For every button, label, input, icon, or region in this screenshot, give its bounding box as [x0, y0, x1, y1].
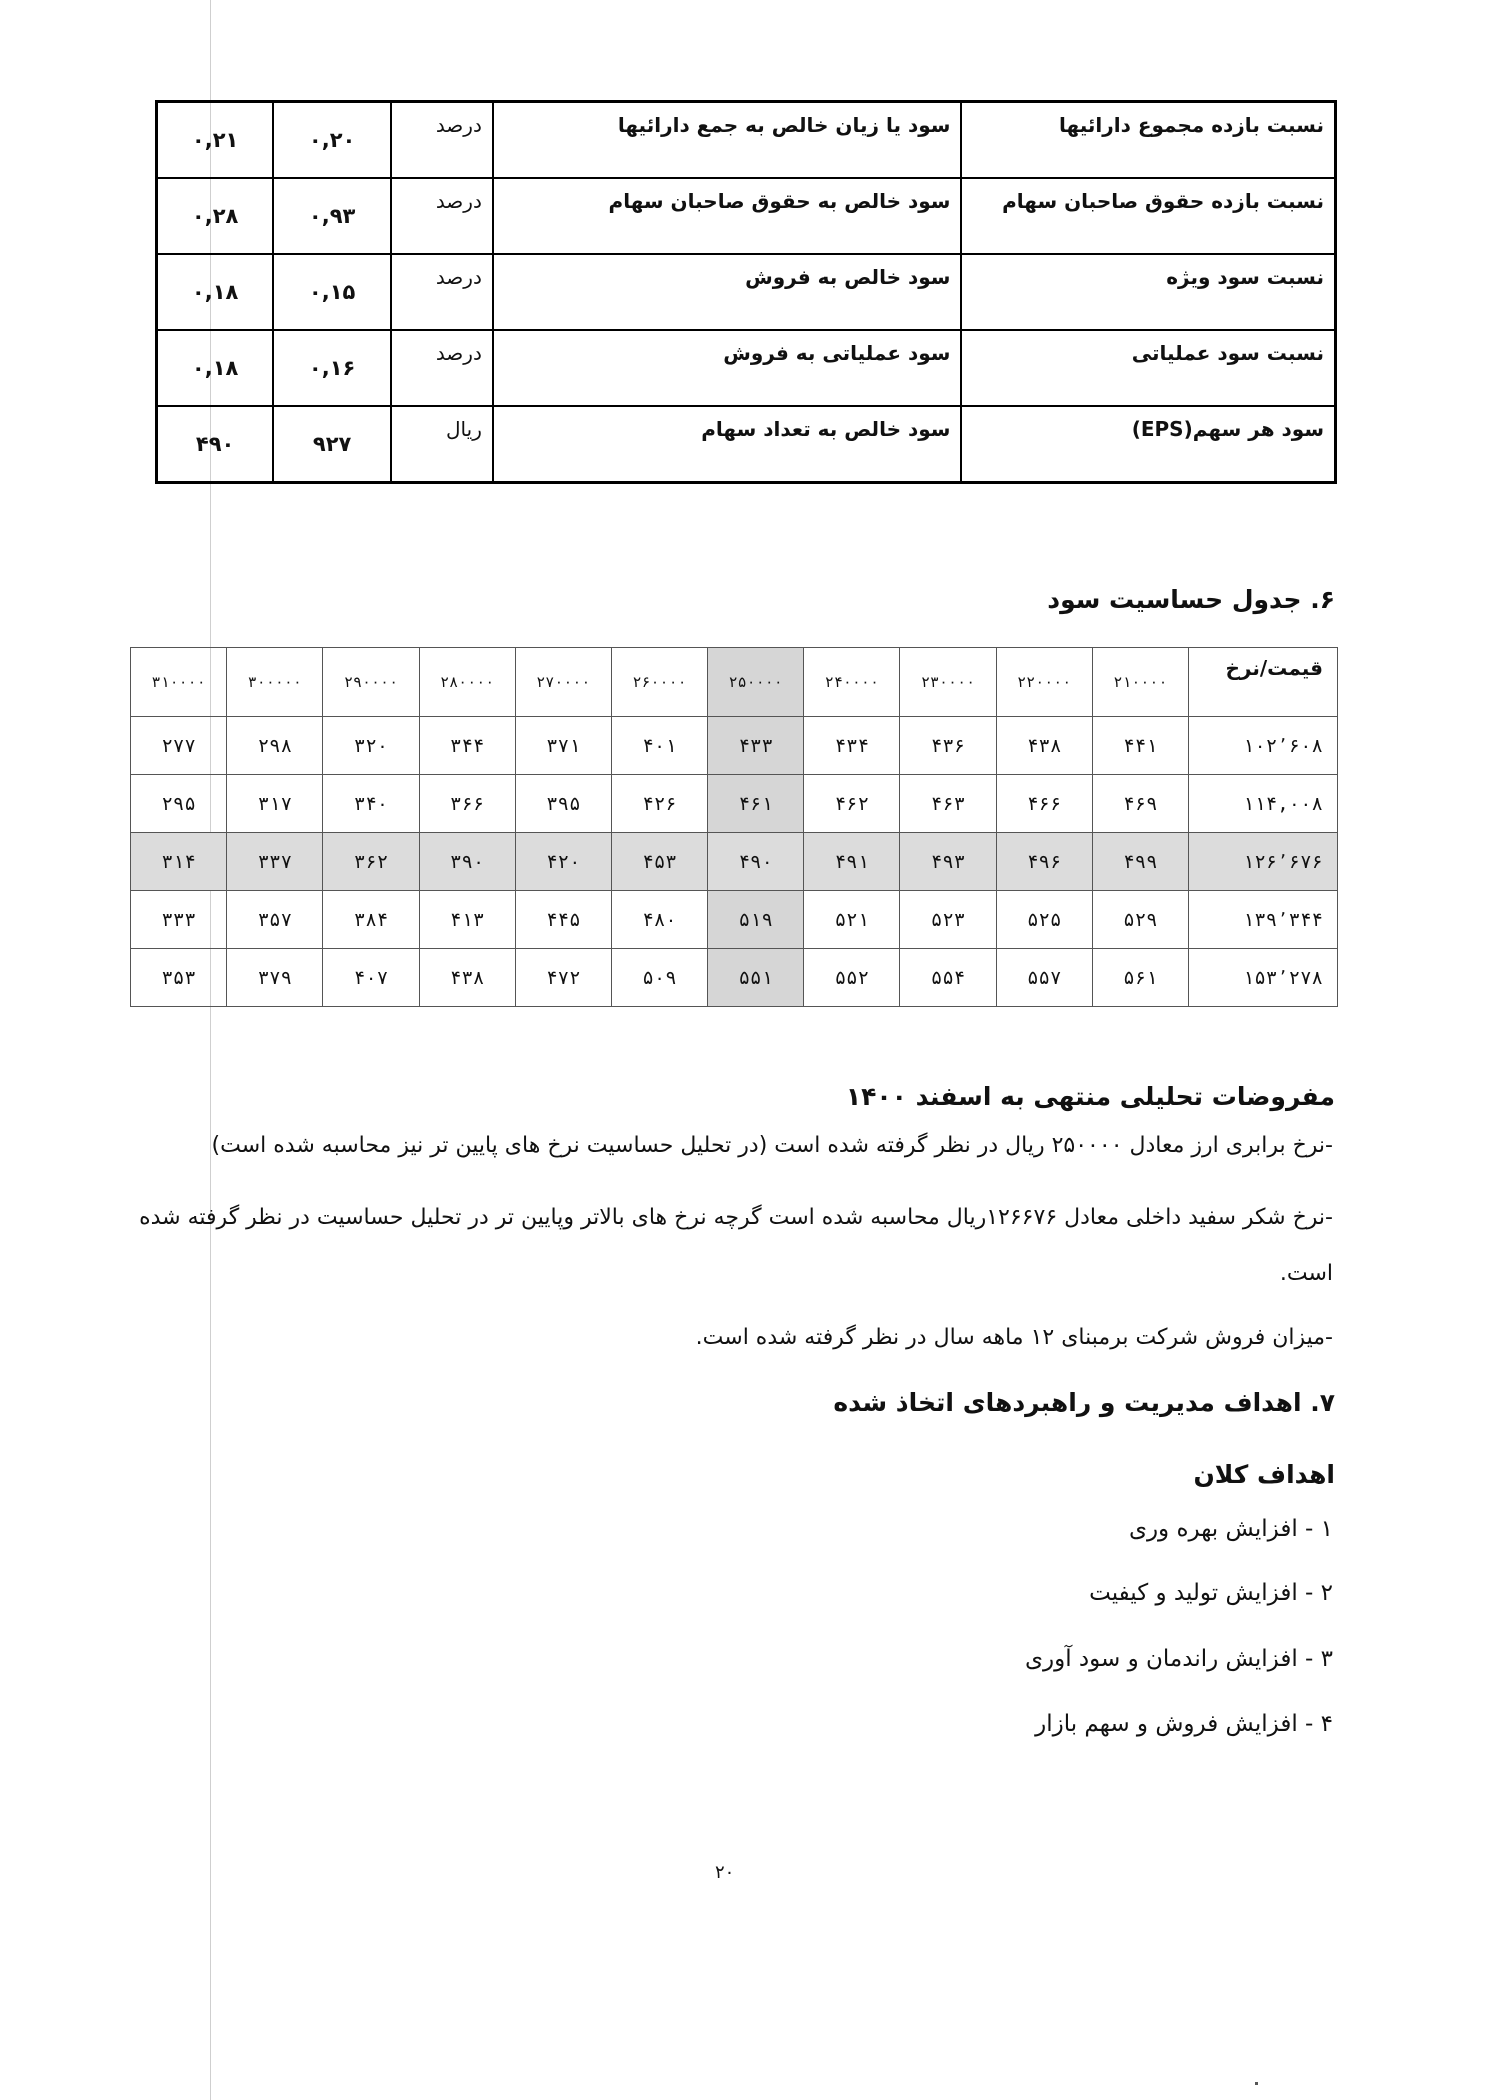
ratio-value: ۰,۲۰: [273, 102, 391, 179]
ratio-unit: درصد: [391, 254, 493, 330]
table-cell: ۴۰۷: [323, 949, 419, 1007]
row-header: ۱۵۳٬۲۷۸: [1189, 949, 1338, 1007]
table-cell: ۴۶۶: [996, 775, 1092, 833]
corner-header: قیمت/نرخ: [1189, 648, 1338, 717]
table-cell: ۴۹۹: [1092, 833, 1188, 891]
table-cell: ۴۹۶: [996, 833, 1092, 891]
table-cell: ۵۶۱: [1092, 949, 1188, 1007]
table-row: [157, 178, 1336, 254]
ratio-formula: سود خالص به تعداد سهام: [493, 406, 962, 483]
scan-speck: [1255, 2082, 1258, 2085]
table-cell: ۴۲۰: [515, 833, 611, 891]
table-header-row: [131, 648, 1338, 717]
table-cell: ۳۴۴: [419, 717, 515, 775]
table-cell: ۴۹۰: [708, 833, 804, 891]
table-cell: ۳۱۴: [131, 833, 227, 891]
table-cell: ۴۳۸: [419, 949, 515, 1007]
table-cell: ۴۳۸: [996, 717, 1092, 775]
table-cell: ۵۱۹: [708, 891, 804, 949]
page-number: ۲۰: [715, 1862, 735, 1883]
table-row: [157, 254, 1336, 330]
ratio-unit: درصد: [391, 178, 493, 254]
table-cell: ۴۲۶: [611, 775, 707, 833]
table-cell: ۴۳۳: [708, 717, 804, 775]
table-cell: ۳۳۳: [131, 891, 227, 949]
table-cell: ۳۶۲: [323, 833, 419, 891]
table-row: [131, 949, 1338, 1007]
ratio-value: ۰,۱۸: [157, 254, 274, 330]
ratio-value: ۰,۱۶: [273, 330, 391, 406]
list-item: ۴ - افزایش فروش و سهم بازار: [1035, 1711, 1333, 1737]
table-cell: ۴۶۳: [900, 775, 996, 833]
table-cell: ۵۵۷: [996, 949, 1092, 1007]
ratio-unit: درصد: [391, 330, 493, 406]
table-cell: ۴۴۱: [1092, 717, 1188, 775]
assumptions-heading: مفروضات تحلیلی منتهی به اسفند ۱۴۰۰: [845, 1082, 1335, 1111]
table-cell: ۳۶۶: [419, 775, 515, 833]
table-cell: ۴۶۱: [708, 775, 804, 833]
table-cell: ۳۵۷: [227, 891, 323, 949]
ratio-value: ۴۹۰: [157, 406, 274, 483]
table-row: [131, 717, 1338, 775]
list-item: ۲ - افزایش تولید و کیفیت: [1089, 1580, 1333, 1606]
table-cell: ۳۵۳: [131, 949, 227, 1007]
table-row: [157, 330, 1336, 406]
table-cell: ۳۲۰: [323, 717, 419, 775]
ratio-value: ۹۲۷: [273, 406, 391, 483]
table-cell: ۴۶۹: [1092, 775, 1188, 833]
column-header: ۲۲۰۰۰۰: [996, 648, 1092, 717]
table-cell: ۵۲۱: [804, 891, 900, 949]
table-row: [157, 406, 1336, 483]
column-header: ۲۹۰۰۰۰: [323, 648, 419, 717]
ratio-name: سود هر سهم(EPS): [961, 406, 1335, 483]
goals-subheading: اهداف کلان: [1193, 1460, 1335, 1489]
ratio-formula: سود عملیاتی به فروش: [493, 330, 962, 406]
table-cell: ۴۹۱: [804, 833, 900, 891]
ratio-formula: سود خالص به حقوق صاحبان سهام: [493, 178, 962, 254]
list-item: ۱ - افزایش بهره وری: [1128, 1516, 1333, 1542]
sensitivity-table: [130, 647, 1338, 1007]
table-cell: ۵۲۵: [996, 891, 1092, 949]
table-cell: ۲۹۸: [227, 717, 323, 775]
table-cell: ۴۳۴: [804, 717, 900, 775]
table-cell: ۴۳۶: [900, 717, 996, 775]
row-header: ۱۰۲٬۶۰۸: [1189, 717, 1338, 775]
section-6-heading: ۶. جدول حساسیت سود: [1047, 585, 1335, 614]
table-cell: ۳۹۰: [419, 833, 515, 891]
table-cell: ۳۱۷: [227, 775, 323, 833]
table-cell: ۵۵۴: [900, 949, 996, 1007]
ratio-formula: سود یا زیان خالص به جمع دارائیها: [493, 102, 962, 179]
table-cell: ۴۹۳: [900, 833, 996, 891]
table-cell: ۴۶۲: [804, 775, 900, 833]
table-cell: ۴۰۱: [611, 717, 707, 775]
table-cell: ۳۷۹: [227, 949, 323, 1007]
ratio-value: ۰,۱۵: [273, 254, 391, 330]
assumption-paragraph: -نرخ شکر سفید داخلی معادل ۱۲۶۶۷۶ریال محاسبه شده است گرچه نرخ های بالاتر وپایین تر در تحلیل حساسیت در نظر گرفته شده است.: [139, 1205, 1333, 1286]
table-cell: ۳۹۵: [515, 775, 611, 833]
ratio-name: نسبت بازده حقوق صاحبان سهام: [961, 178, 1335, 254]
table-row-highlighted: [131, 833, 1338, 891]
table-cell: ۴۷۲: [515, 949, 611, 1007]
column-header: ۲۴۰۰۰۰: [804, 648, 900, 717]
column-header: ۳۱۰۰۰۰: [131, 648, 227, 717]
column-header: ۲۶۰۰۰۰: [611, 648, 707, 717]
column-header: ۲۱۰۰۰۰: [1092, 648, 1188, 717]
row-header: ۱۲۶٬۶۷۶: [1189, 833, 1338, 891]
column-header: ۳۰۰۰۰۰: [227, 648, 323, 717]
column-header: ۲۵۰۰۰۰: [708, 648, 804, 717]
table-row: [157, 102, 1336, 179]
row-header: ۱۳۹٬۳۴۴: [1189, 891, 1338, 949]
ratio-value: ۰,۱۸: [157, 330, 274, 406]
ratio-name: نسبت بازده مجموع دارائیها: [961, 102, 1335, 179]
table-cell: ۳۸۴: [323, 891, 419, 949]
table-row: [131, 891, 1338, 949]
ratio-value: ۰,۹۳: [273, 178, 391, 254]
ratio-value: ۰,۲۱: [157, 102, 274, 179]
ratio-formula: سود خالص به فروش: [493, 254, 962, 330]
column-header: ۲۷۰۰۰۰: [515, 648, 611, 717]
ratio-unit: درصد: [391, 102, 493, 179]
ratio-unit: ریال: [391, 406, 493, 483]
list-item: ۳ - افزایش راندمان و سود آوری: [1024, 1646, 1333, 1672]
ratio-name: نسبت سود ویژه: [961, 254, 1335, 330]
table-cell: ۴۴۵: [515, 891, 611, 949]
table-cell: ۳۴۰: [323, 775, 419, 833]
table-cell: ۵۵۲: [804, 949, 900, 1007]
column-header: ۲۸۰۰۰۰: [419, 648, 515, 717]
table-cell: ۴۱۳: [419, 891, 515, 949]
column-header: ۲۳۰۰۰۰: [900, 648, 996, 717]
table-cell: ۴۵۳: [611, 833, 707, 891]
table-row: [131, 775, 1338, 833]
table-cell: ۵۲۳: [900, 891, 996, 949]
table-cell: ۵۰۹: [611, 949, 707, 1007]
section-7-heading: ۷. اهداف مدیریت و راهبردهای اتخاذ شده: [833, 1388, 1335, 1417]
assumption-paragraph: -میزان فروش شرکت برمبنای ۱۲ ماهه سال در نظر گرفته شده است.: [695, 1325, 1333, 1350]
table-cell: ۲۹۵: [131, 775, 227, 833]
table-cell: ۵۵۱: [708, 949, 804, 1007]
table-cell: ۳۷۱: [515, 717, 611, 775]
ratio-value: ۰,۲۸: [157, 178, 274, 254]
table-cell: ۳۳۷: [227, 833, 323, 891]
financial-ratios-table: [155, 100, 1337, 484]
table-cell: ۵۲۹: [1092, 891, 1188, 949]
ratio-name: نسبت سود عملیاتی: [961, 330, 1335, 406]
table-cell: ۴۸۰: [611, 891, 707, 949]
row-header: ۱۱۴,۰۰۸: [1189, 775, 1338, 833]
assumption-paragraph: -نرخ برابری ارز معادل ۲۵۰۰۰۰ ریال در نظر گرفته شده است (در تحلیل حساسیت نرخ های پایین تر نیز محاسبه شده است): [211, 1133, 1333, 1158]
table-cell: ۲۷۷: [131, 717, 227, 775]
